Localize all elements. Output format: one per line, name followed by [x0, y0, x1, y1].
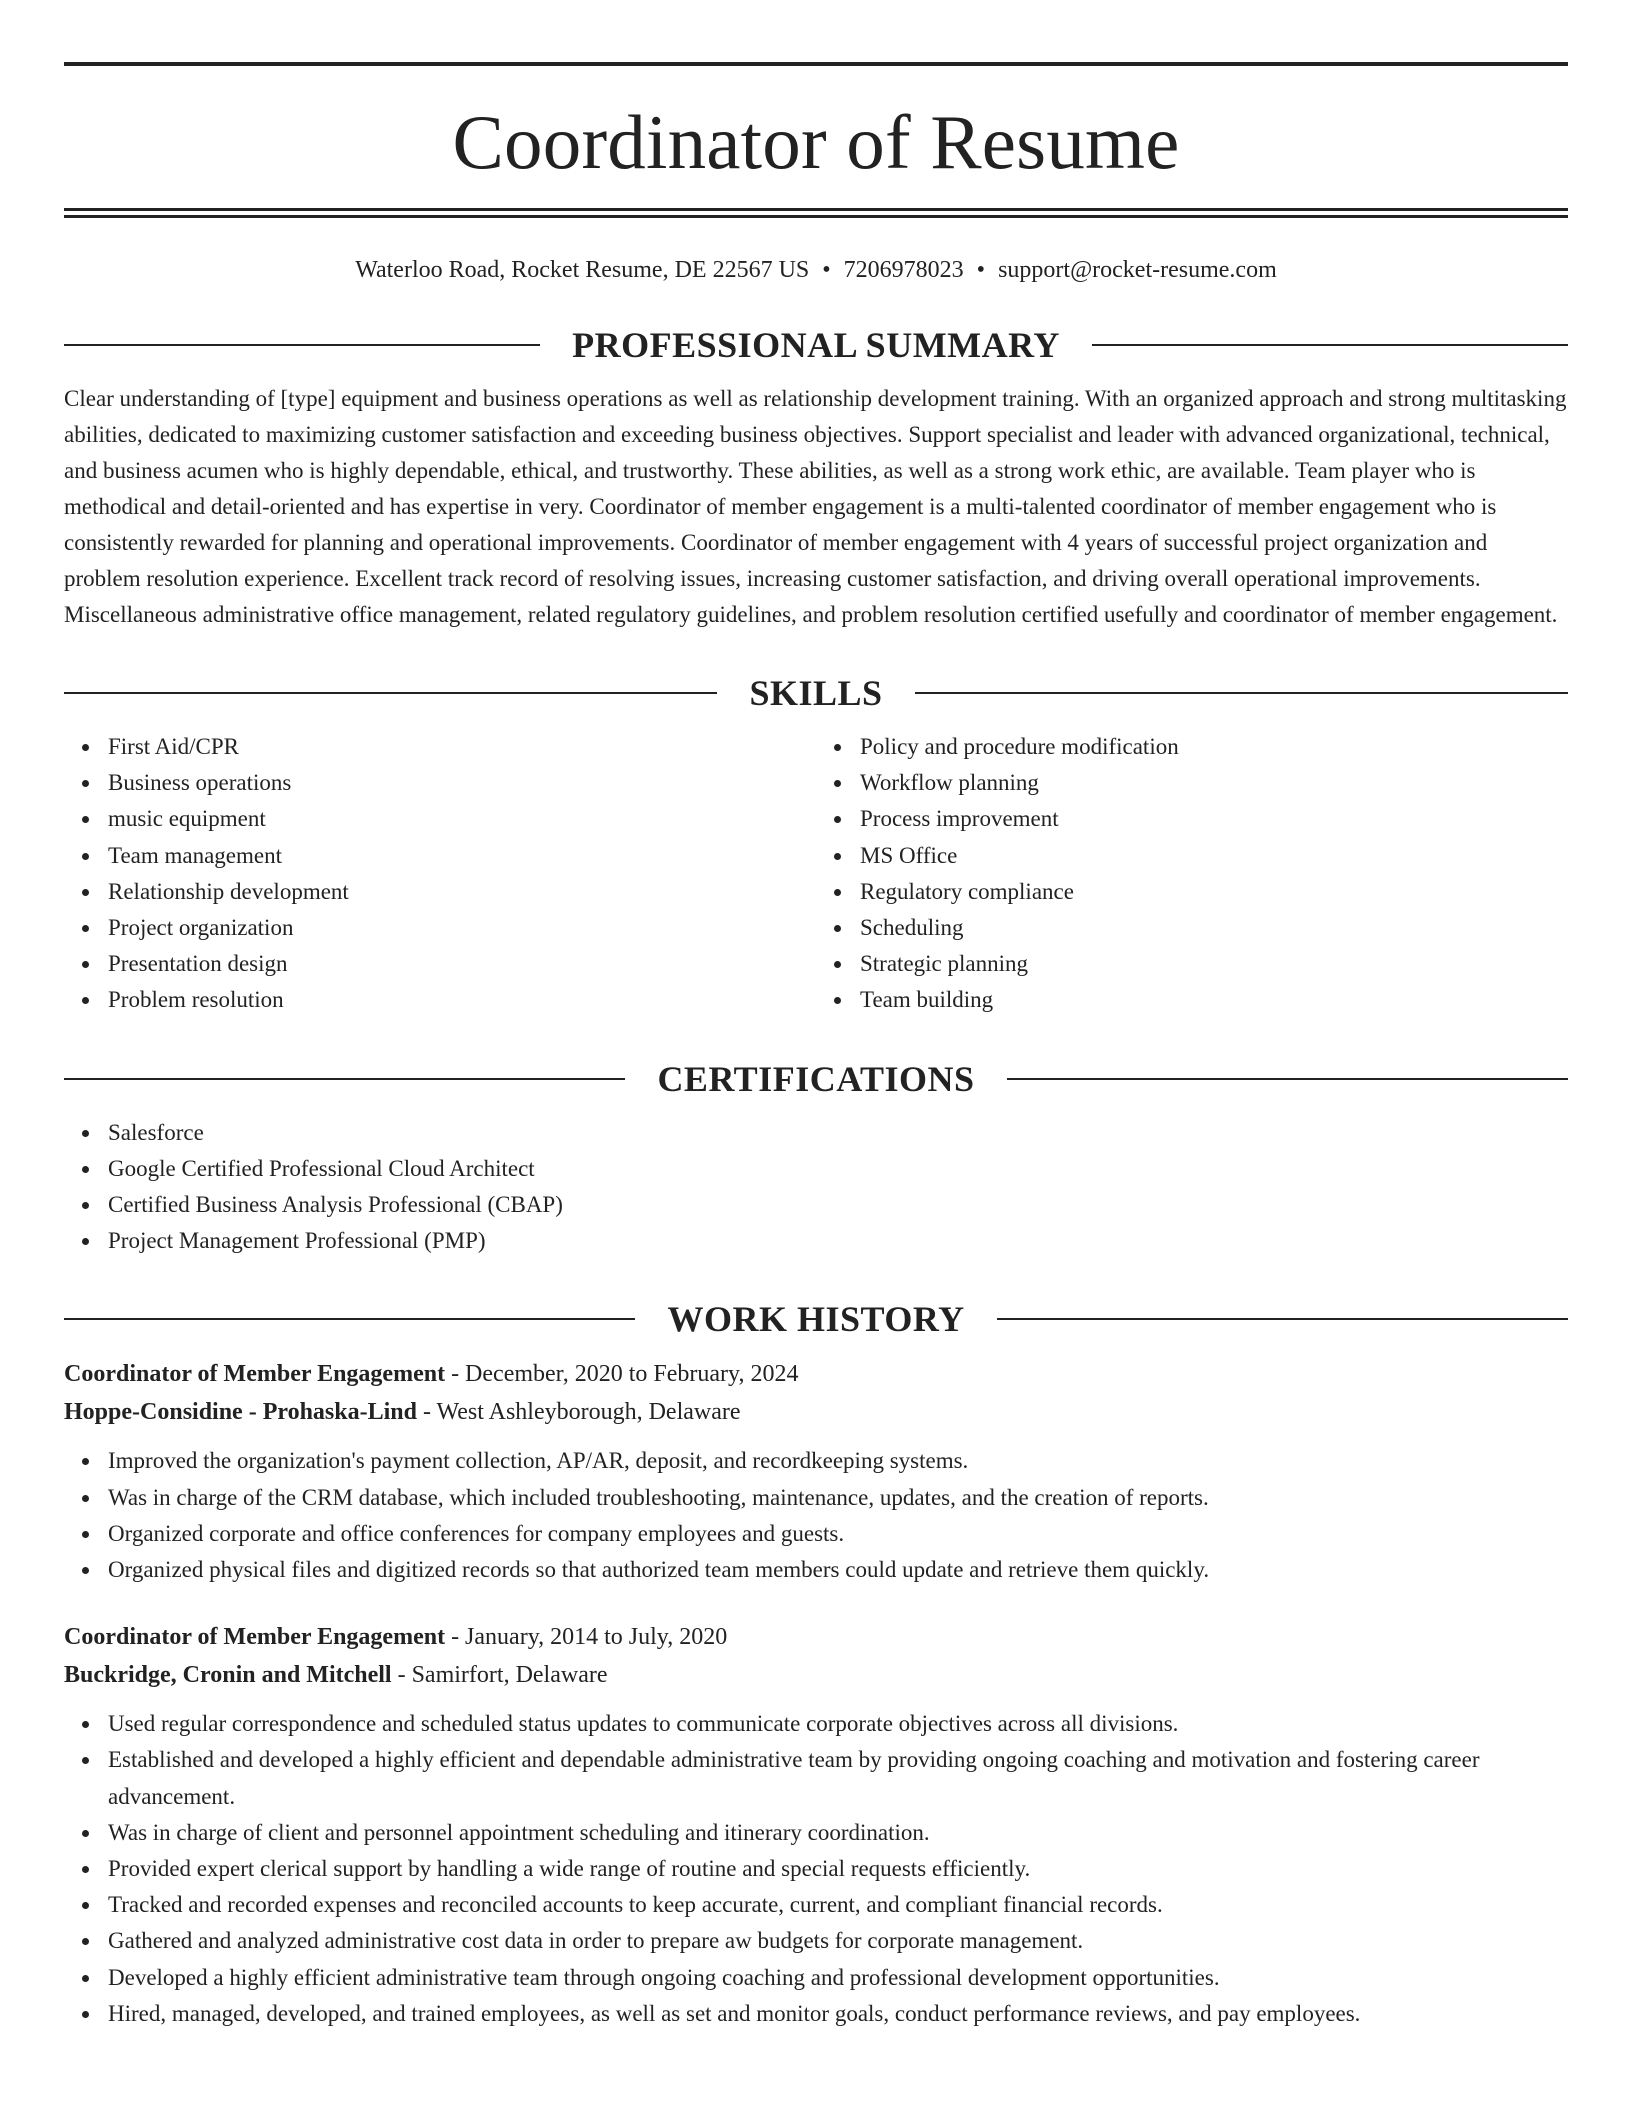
job-duty-item: Provided expert clerical support by handling a wide range of routine and special requests efficiently. — [64, 1851, 1568, 1887]
heading-rule-right — [1007, 1078, 1568, 1080]
job-company: Hoppe-Considine - Prohaska-Lind — [64, 1399, 417, 1426]
skill-item: Project organization — [64, 910, 816, 946]
job-title: Coordinator of Member Engagement — [64, 1361, 446, 1388]
contact-separator: • — [976, 257, 986, 283]
certifications-heading — [64, 1057, 1568, 1101]
contact-separator: • — [822, 257, 831, 283]
job-duty-item: Was in charge of the CRM database, which included troubleshooting, maintenance, updates, and the creation of reports. — [64, 1480, 1568, 1516]
job-duties — [64, 1706, 1568, 2032]
job-duty-item: Hired, managed, developed, and trained employees, as well as set and monitor goals, conduct performance reviews, and pay employees. — [64, 1996, 1568, 2032]
skill-item: Strategic planning — [816, 946, 1568, 982]
work-history-heading — [64, 1297, 1568, 1341]
certification-item: Project Management Professional (PMP) — [64, 1223, 1568, 1259]
job-duty-item: Organized corporate and office conferences for company employees and guests. — [64, 1516, 1568, 1552]
work-history-title: WORK HISTORY — [667, 1299, 965, 1340]
job-duty-item: Tracked and recorded expenses and reconciled accounts to keep accurate, current, and compliant financial records. — [64, 1887, 1568, 1923]
skill-item: Process improvement — [816, 801, 1568, 837]
certifications-list — [64, 1115, 1568, 1260]
job-title: Coordinator of Member Engagement — [64, 1624, 446, 1651]
certifications-title: CERTIFICATIONS — [657, 1058, 975, 1099]
skill-item: Relationship development — [64, 874, 816, 910]
job-duty-item: Was in charge of client and personnel appointment scheduling and itinerary coordination. — [64, 1815, 1568, 1851]
double-rule — [64, 208, 1568, 218]
job-duty-item: Gathered and analyzed administrative cost data in order to prepare aw budgets for corporate management. — [64, 1923, 1568, 1959]
job-company: Buckridge, Cronin and Mitchell — [64, 1662, 392, 1689]
skill-item: Policy and procedure modification — [816, 729, 1568, 765]
skills-column-left — [64, 729, 816, 1019]
summary-title: PROFESSIONAL SUMMARY — [572, 325, 1060, 365]
contact-phone: 7206978023 — [843, 257, 964, 283]
job-company-line — [64, 1393, 1568, 1431]
heading-rule-right — [915, 692, 1568, 694]
skill-item: Team management — [64, 838, 816, 874]
skills-title: SKILLS — [749, 673, 883, 713]
skill-item: music equipment — [64, 801, 816, 837]
job-duty-item: Used regular correspondence and scheduled status updates to communicate corporate objectives across all divisions. — [64, 1706, 1568, 1742]
job-duty-item: Established and developed a highly efficient and dependable administrative team by providing ongoing coaching and motivation and fostering career advancement. — [64, 1742, 1568, 1814]
contact-line — [64, 255, 1568, 285]
job-location: - Samirfort, Delaware — [391, 1662, 608, 1689]
skill-item: MS Office — [816, 838, 1568, 874]
heading-rule-left — [64, 344, 540, 346]
job-entry — [64, 1618, 1568, 2032]
job-duties — [64, 1443, 1568, 1588]
skill-item: Workflow planning — [816, 765, 1568, 801]
job-company-line — [64, 1656, 1568, 1694]
job-title-line — [64, 1355, 1568, 1393]
skills-column-right — [816, 729, 1568, 1019]
job-duty-item: Improved the organization's payment collection, AP/AR, deposit, and recordkeeping systems. — [64, 1443, 1568, 1479]
top-rule — [64, 62, 1568, 66]
contact-email-link[interactable]: support@rocket-resume.com — [998, 257, 1277, 283]
skill-item: First Aid/CPR — [64, 729, 816, 765]
summary-text: Clear understanding of [type] equipment and business operations as well as relationship development training. With an organized approach and strong multitasking abilities, dedicated to maximizing customer satisfaction and exceeding business objectives. Support specialist and leader with advanced organizational, technical, and business acumen who is highly dependable, ethical, and trustworthy. These abilities, as well as a strong work ethic, are available. Team player who is methodical and detail-oriented and has expertise in very. Coordinator of member engagement is a multi-talented coordinator of member engagement who is consistently rewarded for planning and operational improvements. Coordinator of member engagement with 4 years of successful project organization and problem resolution experience. Excellent track record of resolving issues, increasing customer satisfaction, and driving overall operational improvements. Miscellaneous administrative office management, related regulatory guidelines, and problem resolution certified usefully and coordinator of member engagement. — [64, 386, 1567, 627]
summary-heading — [64, 323, 1568, 367]
heading-rule-left — [64, 1318, 635, 1320]
skill-item: Team building — [816, 982, 1568, 1018]
resume-name: Coordinator of Resume — [452, 99, 1180, 185]
skills-list — [64, 729, 1568, 1019]
job-title-line — [64, 1618, 1568, 1656]
certification-item: Certified Business Analysis Professional (CBAP) — [64, 1187, 1568, 1223]
skill-item: Regulatory compliance — [816, 874, 1568, 910]
heading-rule-right — [1092, 344, 1568, 346]
skills-heading — [64, 671, 1568, 715]
job-dates: - December, 2020 to February, 2024 — [445, 1361, 799, 1388]
contact-address: Waterloo Road, Rocket Resume, DE 22567 US — [355, 257, 810, 283]
job-dates: - January, 2014 to July, 2020 — [445, 1624, 728, 1651]
skill-item: Scheduling — [816, 910, 1568, 946]
skill-item: Business operations — [64, 765, 816, 801]
heading-rule-left — [64, 692, 717, 694]
certification-item: Salesforce — [64, 1115, 1568, 1151]
job-duty-item: Organized physical files and digitized records so that authorized team members could update and retrieve them quickly. — [64, 1552, 1568, 1588]
certification-item: Google Certified Professional Cloud Architect — [64, 1151, 1568, 1187]
job-location: - West Ashleyborough, Delaware — [416, 1399, 741, 1426]
job-entry — [64, 1355, 1568, 1588]
skill-item: Problem resolution — [64, 982, 816, 1018]
heading-rule-left — [64, 1078, 625, 1080]
skill-item: Presentation design — [64, 946, 816, 982]
job-duty-item: Developed a highly efficient administrative team through ongoing coaching and professional development opportunities. — [64, 1960, 1568, 1996]
heading-rule-right — [997, 1318, 1568, 1320]
